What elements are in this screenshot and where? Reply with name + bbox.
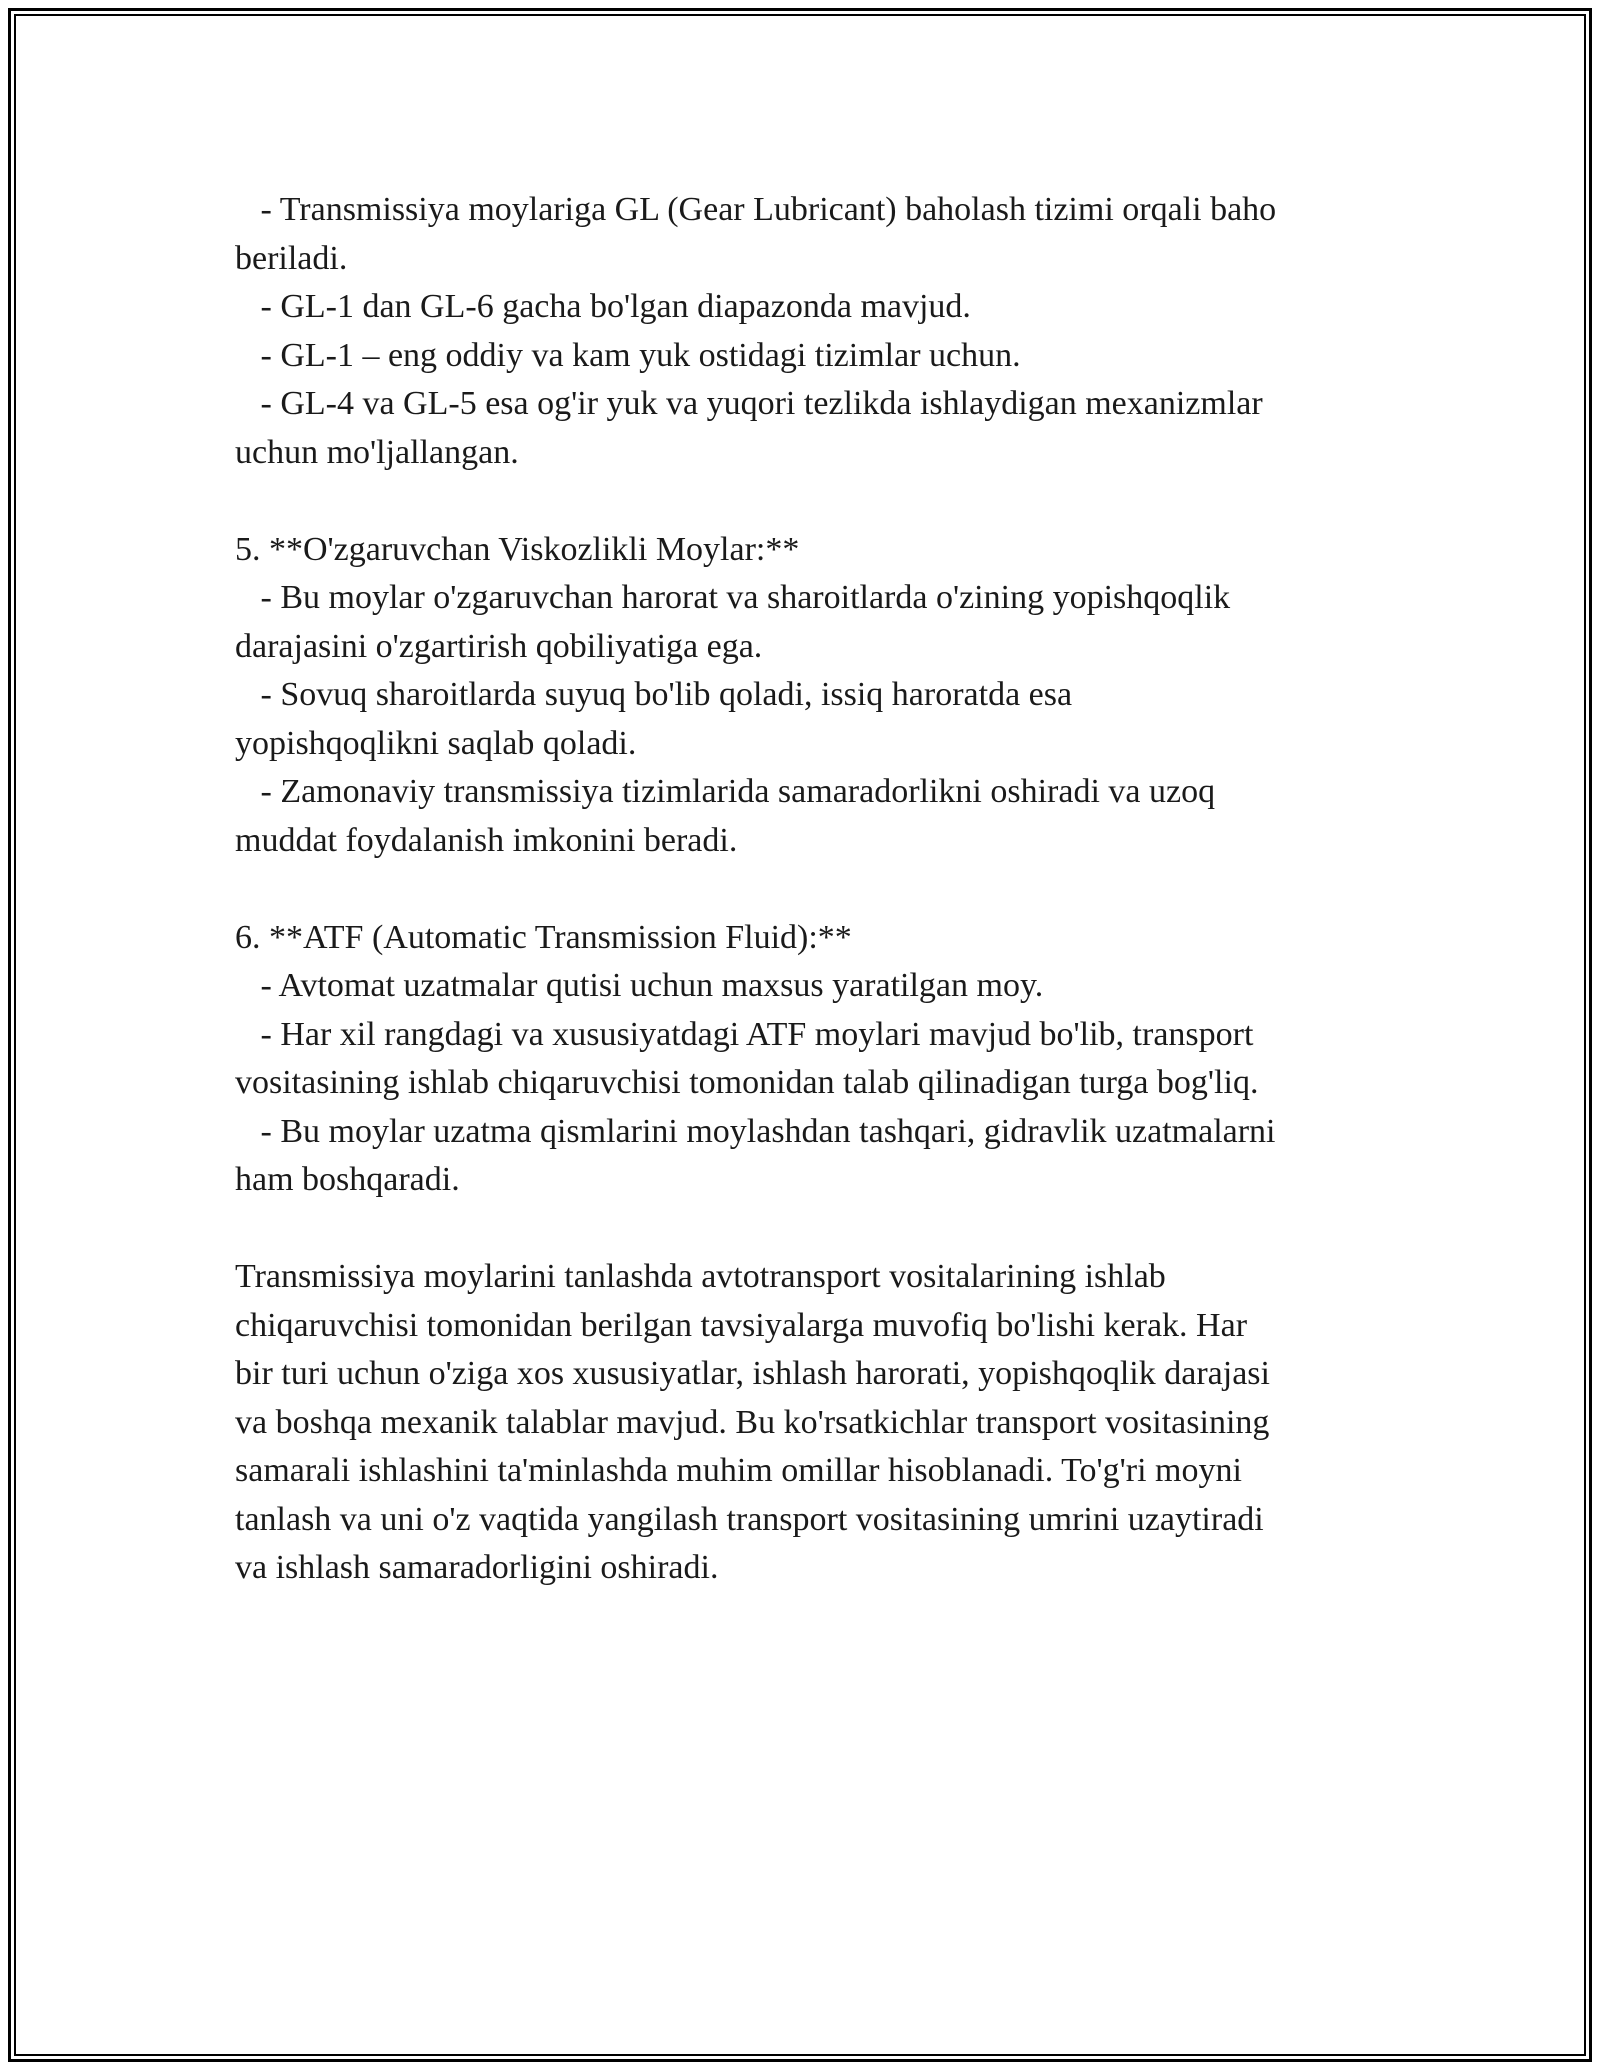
text-line: va ishlash samaradorligini oshiradi. (235, 1549, 719, 1586)
text-line: chiqaruvchisi tomonidan berilgan tavsiyalarga muvofiq bo'lishi kerak. Har (235, 1306, 1248, 1344)
text-line: - GL-1 dan GL-6 gacha bo'lgan diapazonda mavjud. (235, 288, 971, 325)
section-heading: 5. **O'zgaruvchan Viskozlikli Moylar:** (235, 530, 800, 568)
text-line: - Avtomat uzatmalar qutisi uchun maxsus yaratilgan moy. (235, 967, 1044, 1004)
text-line: ham boshqaradi. (235, 1161, 460, 1198)
text-line: - Sovuq sharoitlarda suyuq bo'lib qoladi, issiq haroratda esa (235, 676, 1073, 713)
text-line: darajasini o'zgartirish qobiliyatiga ega. (235, 627, 763, 665)
text-line: - Bu moylar o'zgaruvchan harorat va sharoitlarda o'zining yopishqoqlik (235, 579, 1231, 616)
paragraph-spacer (235, 477, 1375, 526)
gl-rating-section (235, 186, 1375, 477)
text-line: Transmissiya moylarini tanlashda avtotransport vositalarining ishlab (235, 1258, 1166, 1295)
text-line: beriladi. (235, 239, 348, 277)
paragraph-spacer (235, 1205, 1375, 1254)
text-line: bir turi uchun o'ziga xos xususiyatlar, ishlash harorati, yopishqoqlik darajasi (235, 1355, 1270, 1392)
text-line: - GL-4 va GL-5 esa og'ir yuk va yuqori tezlikda ishlaydigan mexanizmlar (235, 385, 1263, 422)
section-heading: 6. **ATF (Automatic Transmission Fluid):** (235, 918, 852, 956)
text-line: vositasining ishlab chiqaruvchisi tomonidan talab qilinadigan turga bog'liq. (235, 1064, 1259, 1101)
text-line: muddat foydalanish imkonini beradi. (235, 821, 738, 859)
text-line: uchun mo'ljallangan. (235, 433, 519, 471)
text-line: - Har xil rangdagi va xususiyatdagi ATF moylari mavjud bo'lib, transport (235, 1015, 1254, 1053)
text-line: - Zamonaviy transmissiya tizimlarida samaradorlikni oshiradi va uzoq (235, 773, 1216, 810)
text-line: yopishqoqlikni saqlab qoladi. (235, 724, 637, 762)
conclusion-paragraph (235, 1253, 1375, 1593)
variable-viscosity-section (235, 526, 1375, 866)
text-line: samarali ishlashini ta'minlashda muhim omillar hisoblanadi. To'g'ri moyni (235, 1452, 1242, 1489)
text-line: va boshqa mexanik talablar mavjud. Bu ko'rsatkichlar transport vositasining (235, 1403, 1270, 1441)
paragraph-spacer (235, 865, 1375, 914)
text-line: - Transmissiya moylariga GL (Gear Lubricant) baholash tizimi orqali baho (235, 191, 1277, 228)
text-line: tanlash va uni o'z vaqtida yangilash transport vositasining umrini uzaytiradi (235, 1500, 1264, 1538)
text-line: - Bu moylar uzatma qismlarini moylashdan tashqari, gidravlik uzatmalarni (235, 1112, 1276, 1150)
atf-section (235, 914, 1375, 1205)
text-line: - GL-1 – eng oddiy va kam yuk ostidagi tizimlar uchun. (235, 336, 1021, 374)
document-body (235, 186, 1375, 1593)
